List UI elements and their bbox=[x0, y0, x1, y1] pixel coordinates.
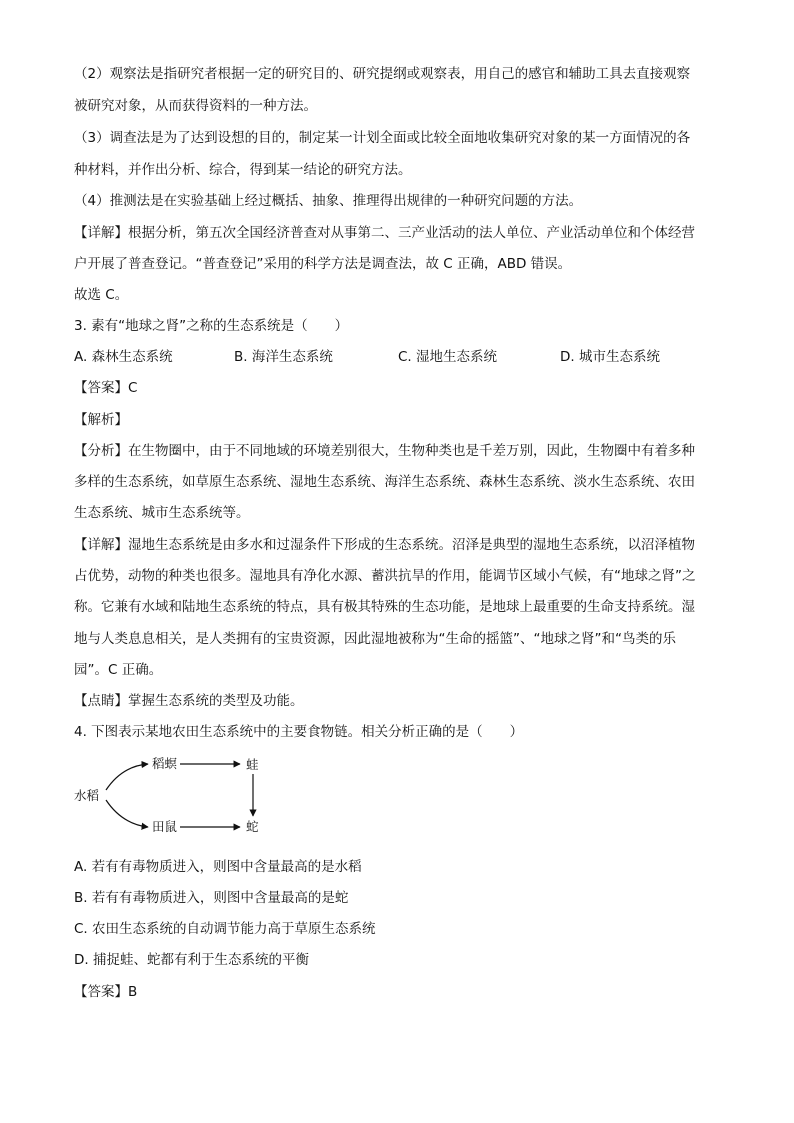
answer-4: 【答案】B bbox=[74, 984, 138, 1000]
arrow-rice-mouse bbox=[106, 800, 148, 827]
text-line-14: 生态系统、城市生态系统等。 bbox=[74, 505, 250, 521]
q4-option-b: B. 若有有毒物质进入，则图中含量最高的是蛇 bbox=[74, 890, 349, 906]
text-line-18: 地与人类息息相关，是人类拥有的宝贵资源，因此湿地被称为“生命的摇篮”、“地球之肾”和“鸟类的乐 bbox=[74, 631, 676, 647]
text-line-8: 故选 C。 bbox=[74, 287, 129, 303]
q3-option-a: A. 森林生态系统 bbox=[74, 349, 173, 365]
text-line-15: 【详解】湿地生态系统是由多水和过湿条件下形成的生态系统。沼泽是典型的湿地生态系统，以沼泽植物 bbox=[74, 537, 695, 553]
analysis-heading: 【解析】 bbox=[74, 412, 128, 428]
q4-option-d: D. 捕捉蛙、蛇都有利于生态系统的平衡 bbox=[74, 952, 309, 968]
text-line-5: （4）推测法是在实验基础上经过概括、抽象、推理得出规律的一种研究问题的方法。 bbox=[74, 193, 583, 209]
text-line-19: 园”。C 正确。 bbox=[74, 662, 163, 678]
text-line-20: 【点睛】掌握生态系统的类型及功能。 bbox=[74, 693, 304, 709]
node-mouse: 田鼠 bbox=[152, 819, 178, 834]
text-line-13: 多样的生态系统，如草原生态系统、湿地生态系统、海洋生态系统、森林生态系统、淡水生态系统、农田 bbox=[74, 474, 695, 490]
text-line-4: 种材料，并作出分析、综合，得到某一结论的研究方法。 bbox=[74, 162, 412, 178]
question-4-stem: 4. 下图表示某地农田生态系统中的主要食物链。相关分析正确的是（ ） bbox=[74, 724, 524, 740]
text-line-2: 被研究对象，从而获得资料的一种方法。 bbox=[74, 98, 317, 114]
text-line-17: 称。它兼有水域和陆地生态系统的特点，具有极其特殊的生态功能，是地球上最重要的生命支持系统。湿 bbox=[74, 599, 695, 615]
node-snake: 蛇 bbox=[246, 819, 259, 834]
node-frog: 蛙 bbox=[246, 757, 259, 772]
q3-option-c: C. 湿地生态系统 bbox=[398, 349, 498, 365]
node-locust: 稻螟 bbox=[152, 756, 178, 771]
q3-option-b: B. 海洋生态系统 bbox=[234, 349, 333, 365]
answer-3: 【答案】C bbox=[74, 380, 138, 396]
food-chain-diagram bbox=[70, 752, 270, 842]
text-line-16: 占优势，动物的种类也很多。湿地具有净化水源、蓄洪抗旱的作用，能调节区域小气候，有“地球之肾”之 bbox=[74, 568, 696, 584]
arrow-rice-locust bbox=[106, 764, 148, 790]
node-rice: 水稻 bbox=[74, 788, 100, 803]
text-line-1: （2）观察法是指研究者根据一定的研究目的、研究提纲或观察表，用自己的感官和辅助工具去直接观察 bbox=[74, 66, 691, 82]
q4-option-c: C. 农田生态系统的自动调节能力高于草原生态系统 bbox=[74, 921, 376, 937]
text-line-7: 户开展了普查登记。“普查登记”采用的科学方法是调查法，故 C 正确，ABD 错误。 bbox=[74, 256, 572, 272]
text-line-3: （3）调查法是为了达到设想的目的，制定某一计划全面或比较全面地收集研究对象的某一方面情况的各 bbox=[74, 130, 691, 146]
q3-option-d: D. 城市生态系统 bbox=[560, 349, 660, 365]
text-line-12: 【分析】在生物圈中，由于不同地域的环境差别很大，生物种类也是千差万别，因此，生物圈中有着多种 bbox=[74, 443, 695, 459]
question-3-stem: 3. 素有“地球之肾”之称的生态系统是（ ） bbox=[74, 318, 349, 334]
q4-option-a: A. 若有有毒物质进入，则图中含量最高的是水稻 bbox=[74, 859, 362, 875]
text-line-6: 【详解】根据分析，第五次全国经济普查对从事第二、三产业活动的法人单位、产业活动单位和个体经营 bbox=[74, 225, 695, 241]
